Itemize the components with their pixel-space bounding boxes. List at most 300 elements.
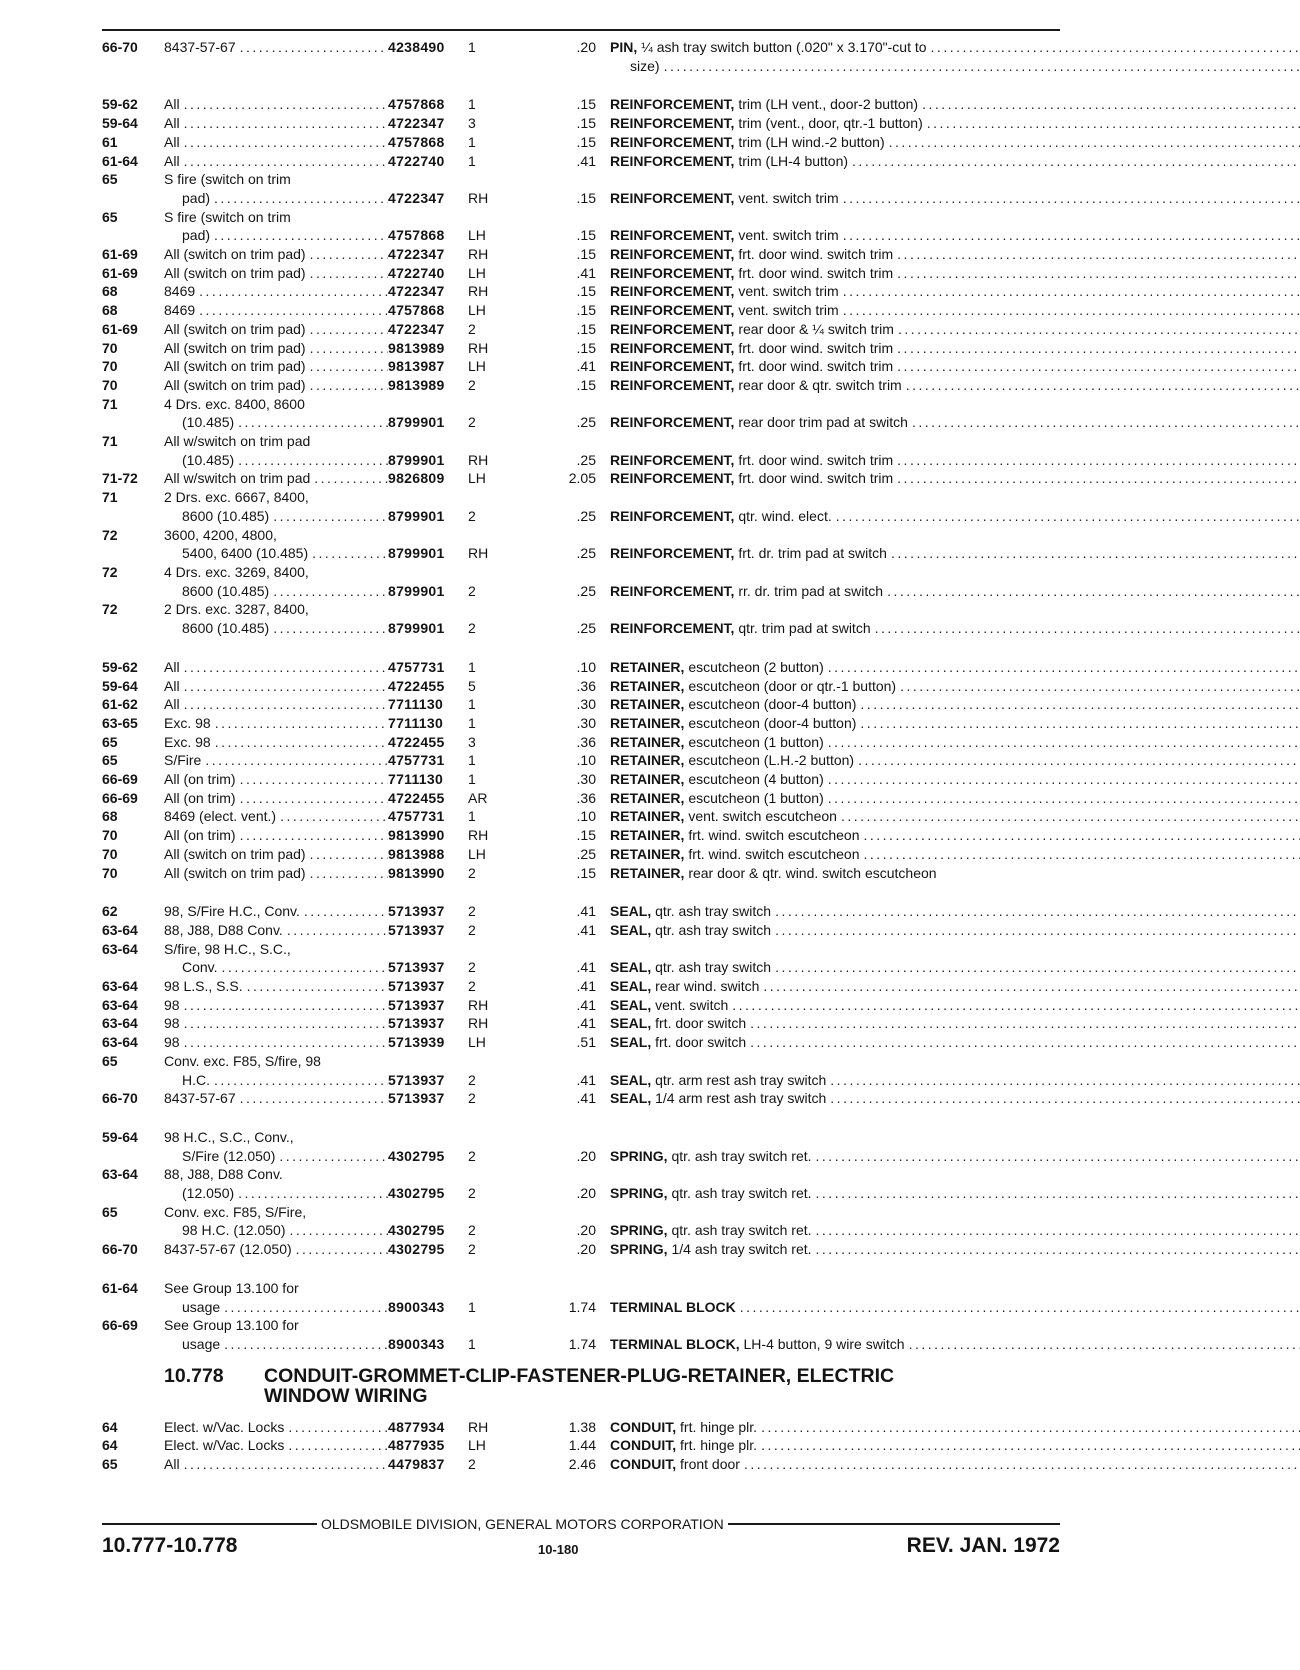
- description-line: [610, 282, 1300, 301]
- dot-leader: [287, 921, 388, 940]
- dot-leader: [215, 733, 388, 752]
- dot-leader: [310, 357, 388, 376]
- description: [610, 1455, 1300, 1474]
- description: [610, 264, 1300, 283]
- dot-leader: [222, 958, 388, 977]
- year-range: 59-64: [102, 1128, 138, 1145]
- quantity: RH: [468, 996, 489, 1013]
- application-line: [164, 582, 388, 601]
- application: [164, 751, 388, 770]
- part-number: 4302795: [388, 1185, 445, 1202]
- dot-leader: [184, 1014, 388, 1033]
- price: .25: [576, 414, 596, 431]
- description-text: [610, 658, 824, 677]
- year-range: 63-64: [102, 1034, 138, 1051]
- application-line: [164, 770, 388, 789]
- description-line: [610, 264, 1300, 283]
- application-text: Conv.: [182, 959, 218, 976]
- description: [610, 1128, 1300, 1165]
- price: .15: [576, 133, 596, 150]
- application-line: [164, 1184, 388, 1203]
- description-keyword: REINFORCEMENT,: [610, 620, 735, 637]
- dot-leader: [273, 582, 388, 601]
- application: [164, 1418, 388, 1437]
- application: [164, 339, 388, 358]
- description: [610, 488, 1300, 525]
- description-keyword: REINFORCEMENT,: [610, 507, 735, 524]
- parts-group: [102, 38, 1062, 75]
- dot-leader: [199, 282, 388, 301]
- year-range: 65: [102, 1456, 118, 1473]
- description-line: [610, 733, 1300, 752]
- description-line: [610, 57, 1300, 76]
- part-row: [102, 301, 1062, 320]
- description-text: [610, 95, 918, 114]
- year-range: 63-65: [102, 714, 138, 731]
- part-row: [102, 826, 1062, 845]
- description-keyword: RETAINER,: [610, 677, 685, 694]
- dot-leader: [864, 845, 1300, 864]
- part-number: 5713937: [388, 959, 445, 976]
- description-line: [610, 677, 1300, 696]
- dot-leader: [238, 413, 388, 432]
- quantity: LH: [468, 227, 486, 244]
- quantity: LH: [468, 264, 486, 281]
- application: [164, 245, 388, 264]
- description-text: [610, 1033, 746, 1052]
- description: [610, 658, 1300, 677]
- quantity: 1: [468, 771, 476, 788]
- price: .41: [576, 1015, 596, 1032]
- application-line: [164, 733, 388, 752]
- description: [610, 751, 1300, 770]
- description-detail: rear wind. switch: [655, 978, 760, 995]
- dot-leader: [240, 826, 388, 845]
- description-text: [610, 826, 860, 845]
- description: [610, 807, 1300, 826]
- quantity: 5: [468, 677, 476, 694]
- dot-leader: [841, 807, 1300, 826]
- application-line: [164, 902, 388, 921]
- application-text: All: [164, 152, 180, 169]
- part-row: [102, 770, 1062, 789]
- quantity: RH: [468, 283, 489, 300]
- application-text: 8600 (10.485): [182, 620, 270, 637]
- part-number: 4877935: [388, 1437, 445, 1454]
- dot-leader: [247, 977, 388, 996]
- year-range: 61-69: [102, 264, 138, 281]
- description-text: [610, 1418, 757, 1437]
- dot-leader: [240, 38, 388, 57]
- quantity: RH: [468, 545, 489, 562]
- description: [610, 1052, 1300, 1089]
- year-range: 72: [102, 526, 118, 543]
- part-row: [102, 751, 1062, 770]
- description-detail: escutcheon (L.H.-2 button): [688, 752, 855, 769]
- application-text: (12.050): [182, 1185, 235, 1202]
- dot-leader: [906, 376, 1300, 395]
- description-text: [610, 469, 893, 488]
- description-line: [610, 451, 1300, 470]
- dot-leader: [816, 1240, 1300, 1259]
- part-number: 8799901: [388, 451, 445, 468]
- description-line: [610, 413, 1300, 432]
- description-text: [610, 114, 923, 133]
- part-row: [102, 864, 1062, 883]
- description-line: [610, 1147, 1300, 1166]
- description-keyword: REINFORCEMENT,: [610, 302, 735, 319]
- description-line: [610, 845, 1300, 864]
- description-text: [610, 226, 839, 245]
- year-range: 61-69: [102, 320, 138, 337]
- description-text: [610, 245, 893, 264]
- description-line: [610, 582, 1300, 601]
- part-row: [102, 677, 1062, 696]
- application-line: [164, 95, 388, 114]
- application-text: Conv. exc. F85, S/Fire,: [164, 1203, 307, 1220]
- part-number: 9813987: [388, 358, 445, 375]
- description: [610, 845, 1300, 864]
- footer-bottom: [102, 1534, 1060, 1558]
- description-keyword: SPRING,: [610, 1241, 668, 1258]
- application: [164, 770, 388, 789]
- year-range: 61-64: [102, 1279, 138, 1296]
- dot-leader: [238, 1184, 388, 1203]
- price: .15: [576, 302, 596, 319]
- description-detail: qtr. ash tray switch: [655, 959, 772, 976]
- part-row: [102, 1436, 1062, 1455]
- dot-leader: [273, 507, 388, 526]
- application: [164, 133, 388, 152]
- section-number: 10.778: [164, 1364, 224, 1387]
- application-text: All (switch on trim pad): [164, 845, 306, 862]
- part-number: 9813989: [388, 339, 445, 356]
- application-text: All: [164, 96, 180, 113]
- description-keyword: CONDUIT,: [610, 1456, 677, 1473]
- quantity: AR: [468, 789, 488, 806]
- application-text: Exc. 98: [164, 714, 211, 731]
- description-detail: qtr. wind. elect.: [738, 507, 832, 524]
- dot-leader: [184, 95, 388, 114]
- price: .20: [576, 39, 596, 55]
- application-text: See Group 13.100 for: [164, 1317, 299, 1334]
- application-text: (10.485): [182, 414, 235, 431]
- quantity: 2: [468, 414, 476, 431]
- quantity: 1: [468, 714, 476, 731]
- part-row: [102, 208, 1062, 245]
- description-text: [610, 1071, 826, 1090]
- part-number: 9813990: [388, 827, 445, 844]
- top-rule: [102, 29, 1060, 31]
- quantity: 2: [468, 903, 476, 920]
- quantity: RH: [468, 189, 489, 206]
- description: [610, 1014, 1300, 1033]
- application-text: 3600, 4200, 4800,: [164, 526, 277, 543]
- dot-leader: [909, 1335, 1300, 1354]
- price: .15: [576, 376, 596, 393]
- application-text: S fire (switch on trim: [164, 171, 291, 188]
- description-keyword: REINFORCEMENT,: [610, 414, 735, 431]
- description-line: [610, 1071, 1300, 1090]
- application-line: [164, 1147, 388, 1166]
- description-text: [610, 1240, 812, 1259]
- part-row: [102, 432, 1062, 469]
- description: [610, 282, 1300, 301]
- dot-leader: [199, 301, 388, 320]
- description-line: [610, 695, 1300, 714]
- price: .41: [576, 152, 596, 169]
- application: [164, 845, 388, 864]
- description-detail: vent. switch trim: [738, 189, 839, 206]
- application: [164, 526, 388, 563]
- section-title-line-2: WINDOW WIRING: [264, 1384, 428, 1407]
- application-line: [164, 114, 388, 133]
- dot-leader: [310, 339, 388, 358]
- application: [164, 1014, 388, 1033]
- application-text: Exc. 98: [164, 733, 211, 750]
- year-range: 59-62: [102, 658, 138, 675]
- quantity: RH: [468, 1418, 489, 1435]
- application-line: [164, 996, 388, 1015]
- year-range: 62: [102, 903, 118, 920]
- dot-leader: [763, 977, 1300, 996]
- dot-leader: [761, 1418, 1300, 1437]
- description-keyword: REINFORCEMENT,: [610, 189, 735, 206]
- description-line: [610, 1455, 1300, 1474]
- year-range: 64: [102, 1418, 118, 1435]
- part-row: [102, 1203, 1062, 1240]
- application-line: [164, 789, 388, 808]
- part-row: [102, 376, 1062, 395]
- application: [164, 600, 388, 637]
- application-text: 8469: [164, 302, 196, 319]
- description-text: [610, 1335, 905, 1354]
- quantity: RH: [468, 339, 489, 356]
- description-text: [610, 582, 883, 601]
- price: 2.46: [568, 1456, 596, 1473]
- year-range: 66-69: [102, 789, 138, 806]
- description-keyword: RETAINER,: [610, 808, 685, 825]
- dot-leader: [314, 469, 388, 488]
- application-text: All (on trim): [164, 789, 236, 806]
- quantity: 1: [468, 133, 476, 150]
- part-row: [102, 940, 1062, 977]
- dot-leader: [184, 677, 388, 696]
- year-range: 65: [102, 1203, 118, 1220]
- application-text: All (switch on trim pad): [164, 358, 306, 375]
- year-range: 68: [102, 283, 118, 300]
- description-text: [610, 996, 728, 1015]
- application-line: [164, 1221, 388, 1240]
- price: .25: [576, 545, 596, 562]
- year-range: 61-62: [102, 696, 138, 713]
- dot-leader: [843, 301, 1300, 320]
- description: [610, 320, 1300, 339]
- year-range: 63-64: [102, 1166, 138, 1183]
- dot-leader: [900, 677, 1300, 696]
- dot-leader: [912, 413, 1300, 432]
- description-detail: qtr. ash tray switch: [655, 921, 772, 938]
- price: .15: [576, 827, 596, 844]
- price: .41: [576, 1071, 596, 1088]
- description-text: [610, 807, 837, 826]
- description-text: [610, 57, 660, 76]
- description-detail: ¼ ash tray switch button (.020" x 3.170"-cut to: [641, 39, 927, 55]
- price: .41: [576, 921, 596, 938]
- description-line: [610, 1298, 1300, 1317]
- description: [610, 357, 1300, 376]
- application: [164, 395, 388, 432]
- description: [610, 789, 1300, 808]
- quantity: 2: [468, 582, 476, 599]
- description-line: [610, 921, 1300, 940]
- description-keyword: SPRING,: [610, 1222, 668, 1239]
- dot-leader: [310, 264, 388, 283]
- application: [164, 714, 388, 733]
- application-text: 8600 (10.485): [182, 507, 270, 524]
- dot-leader: [184, 133, 388, 152]
- description: [610, 902, 1300, 921]
- dot-leader: [931, 38, 1300, 57]
- part-number: 5713937: [388, 978, 445, 995]
- application: [164, 677, 388, 696]
- description: [610, 940, 1300, 977]
- part-number: 9813989: [388, 376, 445, 393]
- application: [164, 357, 388, 376]
- quantity: 2: [468, 959, 476, 976]
- dot-leader: [852, 152, 1300, 171]
- dot-leader: [898, 320, 1300, 339]
- part-row: [102, 1033, 1062, 1052]
- part-number: 4302795: [388, 1222, 445, 1239]
- quantity: 1: [468, 808, 476, 825]
- application-line: [164, 152, 388, 171]
- price: .41: [576, 358, 596, 375]
- part-row: [102, 526, 1062, 563]
- application: [164, 469, 388, 488]
- application: [164, 563, 388, 600]
- description-keyword: RETAINER,: [610, 752, 685, 769]
- dot-leader: [280, 807, 388, 826]
- parts-groups: [102, 38, 1062, 1354]
- year-range: 70: [102, 339, 118, 356]
- description-detail: escutcheon (2 button): [688, 658, 824, 675]
- description-text: [610, 357, 893, 376]
- part-number: 4722347: [388, 283, 445, 300]
- price: .15: [576, 115, 596, 132]
- dot-leader: [312, 544, 388, 563]
- quantity: 2: [468, 978, 476, 995]
- price: .20: [576, 1185, 596, 1202]
- price: .36: [576, 677, 596, 694]
- part-row: [102, 845, 1062, 864]
- description-line: [610, 1014, 1300, 1033]
- dot-leader: [184, 695, 388, 714]
- application-text: 98 H.C. (12.050): [182, 1222, 286, 1239]
- dot-leader: [836, 507, 1300, 526]
- quantity: 1: [468, 752, 476, 769]
- description-line: [610, 807, 1300, 826]
- part-row: [102, 789, 1062, 808]
- description-detail: vent. switch escutcheon: [688, 808, 837, 825]
- price: .10: [576, 752, 596, 769]
- dot-leader: [664, 57, 1300, 76]
- dot-leader: [927, 114, 1300, 133]
- description-keyword: SEAL,: [610, 1090, 652, 1107]
- description: [610, 695, 1300, 714]
- quantity: 1: [468, 152, 476, 169]
- part-row: [102, 395, 1062, 432]
- part-number: 4757731: [388, 658, 445, 675]
- dot-leader: [887, 582, 1300, 601]
- quantity: 2: [468, 921, 476, 938]
- description-line: [610, 902, 1300, 921]
- application: [164, 114, 388, 133]
- application: [164, 658, 388, 677]
- application-line: [164, 488, 388, 507]
- description-line: [610, 95, 1300, 114]
- dot-leader: [184, 114, 388, 133]
- description-detail: frt. door switch: [655, 1034, 747, 1051]
- application-line: [164, 940, 388, 959]
- year-range: 63-64: [102, 996, 138, 1013]
- description-line: [610, 1089, 1300, 1108]
- part-number: 4722740: [388, 152, 445, 169]
- application-line: [164, 432, 388, 451]
- description-detail: frt. hinge plr.: [680, 1418, 758, 1435]
- dot-leader: [897, 357, 1300, 376]
- dot-leader: [775, 902, 1300, 921]
- year-range: 70: [102, 358, 118, 375]
- part-number: 4722455: [388, 789, 445, 806]
- description-detail: rear door & ¼ switch trim: [738, 320, 894, 337]
- application-text: 4 Drs. exc. 8400, 8600: [164, 395, 305, 412]
- dot-leader: [922, 95, 1300, 114]
- dot-leader: [240, 1089, 388, 1108]
- description-keyword: RETAINER,: [610, 733, 685, 750]
- description: [610, 1316, 1300, 1353]
- application-text: All: [164, 658, 180, 675]
- application: [164, 864, 388, 883]
- price: 1.74: [568, 1335, 596, 1352]
- description-detail: rear door & qtr. switch trim: [738, 376, 902, 393]
- application-line: [164, 807, 388, 826]
- price: .25: [576, 620, 596, 637]
- description-line: [610, 714, 1300, 733]
- year-range: 70: [102, 827, 118, 844]
- application: [164, 807, 388, 826]
- price: .10: [576, 808, 596, 825]
- price: .20: [576, 1222, 596, 1239]
- dot-leader: [310, 864, 388, 883]
- description: [610, 376, 1300, 395]
- part-row: [102, 152, 1062, 171]
- dot-leader: [816, 1184, 1300, 1203]
- description: [610, 208, 1300, 245]
- dot-leader: [310, 376, 388, 395]
- description-line: [610, 789, 1300, 808]
- part-row: [102, 1089, 1062, 1108]
- dot-leader: [828, 658, 1300, 677]
- application-line: [164, 864, 388, 883]
- year-range: 63-64: [102, 940, 138, 957]
- description-line: [610, 544, 1300, 563]
- dot-leader: [775, 921, 1300, 940]
- section-heading: [102, 1366, 1062, 1406]
- description-keyword: REINFORCEMENT,: [610, 133, 735, 150]
- application-text: 8469 (elect. vent.): [164, 808, 277, 825]
- description-keyword: REINFORCEMENT,: [610, 264, 735, 281]
